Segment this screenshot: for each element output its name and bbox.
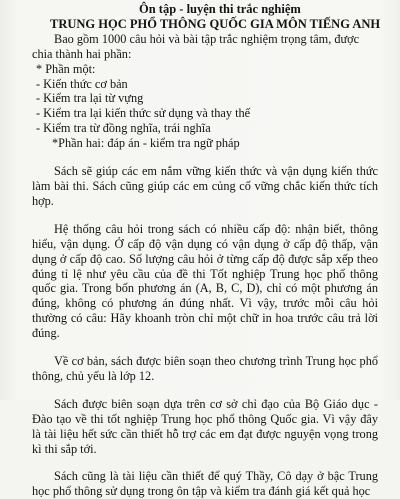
part-two-label: *Phần hai: đáp án - kiểm tra ngữ pháp	[52, 136, 240, 151]
document-heading-line1: Ôn tập - luyện thi trắc nghiệm	[139, 2, 301, 16]
part-one-item: - Kiểm tra từ đồng nghĩa, trái nghĩa	[36, 121, 211, 136]
paragraph: Sách cũng là tài liệu cần thiết để quý Thầy, Cô dạy ở bậc Trung học phổ thông sử dụng trong ôn tập và kiểm tra đánh giá kết quả học	[32, 469, 378, 499]
part-one-item: - Kiểm tra lại từ vựng	[36, 91, 144, 106]
paragraph: Sách sẽ giúp các em nắm vững kiến thức và vận dụng kiến thức làm bài thi. Sách cũng giúp các em củng cố vững chắc kiến thức tích hợp.	[32, 164, 378, 208]
paragraph: Hệ thống câu hỏi trong sách có nhiều cấp độ: nhận biết, thông hiểu, vận dụng. Ở cấp độ vận dụng có vận dụng ở cấp độ thấp, vận dụng ở cấp độ cao. Số lượng câu hỏi ở từng cấp độ được sắp xếp theo đúng tỉ lệ như yêu cầu của đề thi Tốt nghiệp Trung học phổ thông quốc gia. Trong bốn phương án (A, B, C, D), chỉ có một phương án đúng, không có phương án đúng nhất. Vì vậy, trước mỗi câu hỏi thường có câu: Hãy khoanh tròn chỉ một chữ in hoa trước câu trả lời đúng.	[32, 221, 378, 341]
paragraph: Về cơ bản, sách được biên soạn theo chương trình Trung học phổ thông, chủ yếu là lớp 12.	[32, 354, 378, 383]
part-one-label: * Phần một:	[36, 61, 96, 76]
parts-list	[32, 62, 378, 151]
part-one-item: - Kiểm tra lại kiến thức sử dụng và thay thế	[36, 106, 251, 121]
intro-line1: Bao gồm 1000 câu hỏi và bài tập trắc nghiệm trọng tâm, được	[54, 31, 360, 46]
paragraph: Sách được biên soạn dựa trên cơ sở chỉ đạo của Bộ Giáo dục - Đào tạo về thi tốt nghiệp Trung học phổ thông Quốc gia. Vì vậy đây là tài liệu hết sức cần thiết hỗ trợ các em đạt được nguyện vọng trong kì thi sắp tới.	[32, 396, 378, 456]
document-heading-line2: TRUNG HỌC PHỔ THÔNG QUỐC GIA MÔN TIẾNG ANH	[50, 16, 381, 31]
intro-line2: chia thành hai phần:	[32, 46, 132, 61]
document-content	[32, 2, 381, 499]
part-one-item: - Kiến thức cơ bản	[36, 76, 128, 91]
